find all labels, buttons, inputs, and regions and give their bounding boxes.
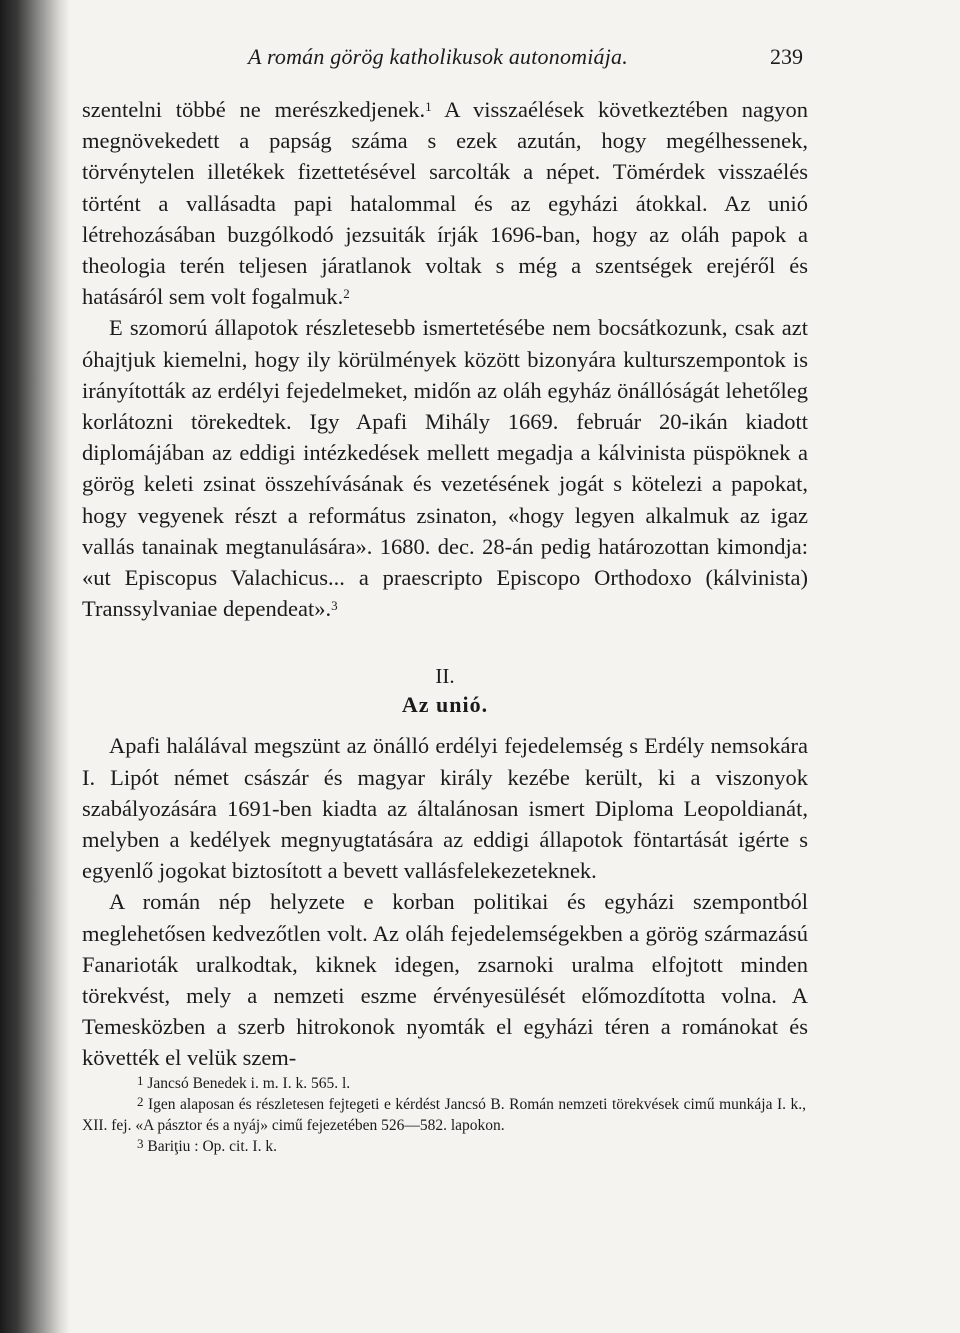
- running-head: [0, 44, 960, 84]
- section-heading: [82, 662, 808, 720]
- paragraph-1-text: szentelni többé ne merészkedjenek.: [82, 97, 426, 122]
- paragraph-3: Apafi halálával megszünt az önálló erdélyi fejedelemség s Erdély nemsokára I. Lipót német császár és magyar király kezébe került, ki a viszonyok szabályozására 1691-ben kiadta az általánosan ismert Diploma Leopoldianát, melyben a kedélyek megnyugtatására az eddigi állapotok föntartását igérte s egyenlő jogokat biztosított a bevett vallásfelekezeteknek.: [82, 733, 808, 884]
- book-spine-shadow: [0, 0, 70, 1333]
- paragraph-2-text: E szomorú állapotok részletesebb ismertetésébe nem bocsátkozunk, csak azt óhajtjuk kiemelni, hogy ily körülmények között bizonyára kulturszempontok is irányították az erdélyi fejedelmeket, midőn az oláh egyház önállóságát lehetőleg korlátozni törekedtek. Igy Apafi Mihály 1669. február 20-ikán kiadott diplomájában az eddigi intézkedések mellett megadja a kálvinista püspöknek a görög keleti zsinat összehívásának és vezetésének jogát s kötelezi a papokat, hogy vegyenek részt a református zsinaton, «hogy legyen alkalmuk az igaz vallás tanainak megtanulására». 1680. dec. 28-án pedig határozottan kimondja: «ut Episcopus Valachicus... a praescripto Episcopo Orthodoxo (kálvinista) Transsylvaniae dependeat».: [82, 315, 808, 622]
- footnote-ref-3: 3: [331, 598, 338, 614]
- footnote-1-text: Jancsó Benedek i. m. I. k. 565. l.: [143, 1075, 351, 1092]
- paragraph-4: A román nép helyzete e korban politikai és egyházi szempontból meglehetősen kedvezőtlen volt. Az oláh fejedelemségekben a görög származású Fanarioták uralkodtak, kiknek idegen, zsarnoki uralma elfojtott minden törekvést, mely a nemzeti eszme érvényesülését előmozdította volna. A Temesközben a szerb hitrokonok nyomták el egyházi téren a románokat és követték el velük szem-: [82, 889, 808, 1071]
- footnote-3-mark: 3: [137, 1136, 144, 1151]
- footnotes: [82, 1073, 806, 1157]
- footnote-2-mark: 2: [137, 1094, 144, 1109]
- section-number: II.: [435, 664, 455, 689]
- paragraph-1: [82, 94, 808, 312]
- footnote-3: [82, 1136, 806, 1157]
- footnote-2: [82, 1094, 806, 1136]
- page-number: 239: [770, 44, 803, 69]
- footnote-ref-2: 2: [343, 286, 350, 302]
- footnote-3-text: Bariţiu : Op. cit. I. k.: [143, 1138, 277, 1155]
- footnote-ref-1: 1: [425, 99, 432, 114]
- paragraph-1-text-cont: A visszaélések következtében nagyon megnövekedett a papság száma s ezek azután, hogy megélhessenek, törvénytelen illetékek fizettetésével sarcolták a népet. Tömérdek visszaélés történt a vallásadta papi hatalommal és az egyházi átokkal. Az unió létrehozásában buzgólkodó jezsuiták írják 1696-ban, hogy az oláh papok a theologia terén teljesen járatlanok voltak s még a szentségek erejéről és hatásáról sem volt fogalmuk.: [82, 97, 808, 310]
- footnote-2-text: Igen alaposan és részletesen fejtegeti e kérdést Jancsó B. Román nemzeti törekvések cimű munkája I. k., XII. fej. «A pásztor és a nyáj» cimű fejezetében 526—582. lapokon.: [82, 1096, 806, 1134]
- footnote-1: [82, 1073, 806, 1094]
- running-head-title: A román görög katholikusok autonomiája.: [248, 44, 628, 69]
- footnote-1-mark: 1: [137, 1073, 144, 1088]
- paragraph-2: [82, 312, 808, 624]
- section-title: Az unió.: [401, 692, 489, 718]
- main-text: [82, 94, 808, 1074]
